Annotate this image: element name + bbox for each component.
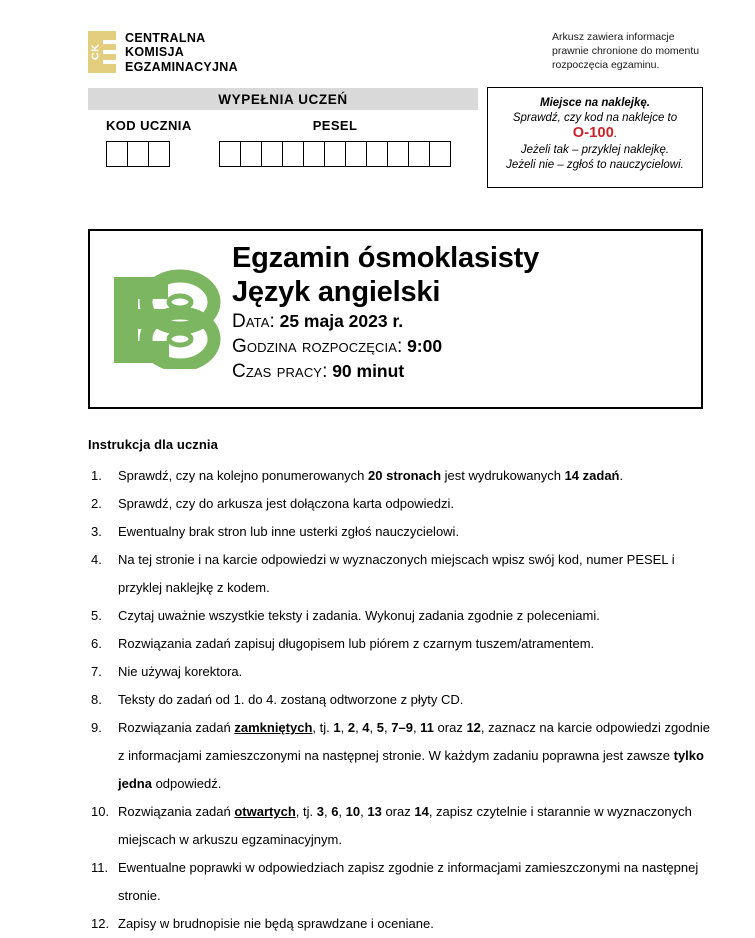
code-box-cell[interactable] — [282, 141, 304, 167]
exam-duration-line — [232, 359, 693, 384]
instruction-text: Rozwiązania zadań zapisuj długopisem lub piórem z czarnym tuszem/atramentem. — [118, 636, 595, 651]
instruction-item — [88, 630, 713, 658]
instruction-text: Teksty do zadań od 1. do 4. zostaną odtworzone z płyty CD. — [118, 692, 464, 707]
instruction-text: Sprawdź, czy na kolejno ponumerowanych 20 stronach jest wydrukowanych 14 zadań. — [118, 468, 624, 483]
cke-mark-letters: CK — [89, 43, 102, 61]
instruction-item — [88, 798, 713, 854]
sticker-code-period: . — [614, 128, 618, 141]
instruction-item — [88, 462, 713, 490]
page-header — [0, 0, 755, 84]
cke-mark-e-bar-bottom — [103, 60, 116, 64]
sticker-if-yes: Jeżeli tak – przyklej naklejkę. — [520, 143, 670, 156]
instruction-item — [88, 910, 713, 938]
exam-title-block — [88, 229, 703, 409]
code-box-cell[interactable] — [408, 141, 430, 167]
protection-note-line-2: prawnie chronione do momentu — [552, 45, 700, 57]
instruction-text: Rozwiązania zadań zamkniętych, tj. 1, 2, 4, 5, 7–9, 11 oraz 12, zaznacz na karcie odpowiedzi zgodnie z informacjami zamieszczonymi na następnej stronie. W każdym zadaniu poprawna jest zawsze tylko jedna odpowiedź. — [118, 720, 710, 791]
code-box-cell[interactable] — [303, 141, 325, 167]
instruction-text: Ewentualne poprawki w odpowiedziach zapisz zgodnie z informacjami zamieszczonymi na następnej stronie. — [118, 860, 699, 903]
instruction-item — [88, 658, 713, 686]
instruction-item — [88, 490, 713, 518]
instruction-item — [88, 518, 713, 546]
instruction-number: 1. — [91, 468, 102, 483]
instruction-number: 10. — [91, 804, 110, 819]
e8-logo-icon — [112, 269, 222, 369]
instruction-number: 3. — [91, 524, 102, 539]
cke-mark-e-bar-top — [103, 40, 116, 44]
exam-start-time-value: 9:00 — [407, 336, 443, 356]
instruction-text: Zapisy w brudnopisie nie będą sprawdzane i oceniane. — [118, 916, 434, 931]
code-box-cell[interactable] — [127, 141, 149, 167]
instruction-number: 2. — [91, 496, 102, 511]
instruction-item — [88, 714, 713, 798]
protection-note-line-1: Arkusz zawiera informacje — [552, 31, 675, 43]
instruction-number: 5. — [91, 608, 102, 623]
code-box-cell[interactable] — [219, 141, 241, 167]
sticker-check-instruction: Sprawdź, czy kod na naklejce to — [512, 112, 678, 125]
exam-start-time-line — [232, 334, 693, 359]
cke-mark-icon — [88, 31, 116, 73]
instruction-number: 11. — [91, 860, 109, 875]
code-box-cell[interactable] — [387, 141, 409, 167]
code-box-cell[interactable] — [345, 141, 367, 167]
exam-date-line — [232, 309, 693, 334]
instruction-item — [88, 686, 713, 714]
exam-start-time-label: Godzina rozpoczęcia: — [232, 336, 403, 357]
code-box-cell[interactable] — [366, 141, 388, 167]
instruction-text: Nie używaj korektora. — [118, 664, 243, 679]
student-fill-bar-label: WYPEŁNIA UCZEŃ — [218, 91, 348, 107]
code-box-cell[interactable] — [429, 141, 451, 167]
cke-mark-e-bar-middle — [103, 50, 116, 54]
instruction-number: 4. — [91, 552, 102, 567]
exam-duration-value: 90 minut — [332, 361, 405, 381]
code-box-cell[interactable] — [240, 141, 262, 167]
protection-note-line-3: rozpoczęcia egzaminu. — [552, 59, 660, 71]
cke-logo — [88, 31, 238, 74]
student-fill-bar — [88, 88, 478, 110]
student-code-area — [88, 118, 478, 192]
instruction-text: Rozwiązania zadań otwartych, tj. 3, 6, 10, 13 oraz 14, zapisz czytelnie i starannie w wyznaczonych miejscach w arkuszu egzaminacyjnym. — [118, 804, 692, 847]
instructions-heading: Instrukcja dla ucznia — [88, 437, 218, 452]
instruction-number: 6. — [91, 636, 102, 651]
sticker-if-no: Jeżeli nie – zgłoś to nauczycielowi. — [506, 158, 684, 171]
org-line-1: CENTRALNA — [125, 31, 206, 45]
exam-title-texts — [232, 241, 693, 384]
protection-note — [552, 30, 752, 72]
pesel-group — [219, 118, 451, 167]
instruction-text: Sprawdź, czy do arkusza jest dołączona karta odpowiedzi. — [118, 496, 455, 511]
instruction-number: 8. — [91, 692, 102, 707]
pesel-label: PESEL — [312, 118, 358, 133]
sticker-placement-box — [487, 87, 703, 188]
instruction-number: 12. — [91, 916, 110, 931]
org-line-3: EGZAMINACYJNA — [125, 59, 238, 74]
sticker-code-value: O-100 — [572, 125, 615, 142]
instruction-text: Czytaj uważnie wszystkie teksty i zadania. Wykonuj zadania zgodnie z poleceniami. — [118, 608, 600, 623]
code-box-cell[interactable] — [106, 141, 128, 167]
cke-organization-name — [125, 31, 238, 74]
exam-subject: Język angielski — [232, 276, 441, 308]
exam-name: Egzamin ósmoklasisty — [232, 242, 540, 274]
code-box-cell[interactable] — [148, 141, 170, 167]
kod-ucznia-group — [106, 118, 192, 167]
instruction-item — [88, 602, 713, 630]
instructions-list — [88, 462, 713, 938]
kod-ucznia-boxes[interactable] — [106, 141, 192, 167]
instruction-text: Ewentualny brak stron lub inne usterki zgłoś nauczycielowi. — [118, 524, 460, 539]
code-box-cell[interactable] — [324, 141, 346, 167]
sticker-title: Miejsce na naklejkę. — [540, 97, 650, 109]
instruction-item — [88, 854, 713, 910]
kod-ucznia-label: KOD UCZNIA — [106, 118, 192, 133]
org-line-2: KOMISJA — [125, 45, 185, 60]
sticker-code-line — [488, 126, 702, 142]
instruction-item — [88, 546, 713, 602]
instruction-text: Na tej stronie i na karcie odpowiedzi w wyznaczonych miejscach wpisz swój kod, numer PESEL i przyklej naklejkę z kodem. — [118, 552, 675, 595]
instruction-number: 9. — [91, 720, 102, 735]
instruction-number: 7. — [91, 664, 102, 679]
pesel-boxes[interactable] — [219, 141, 451, 167]
code-box-cell[interactable] — [261, 141, 283, 167]
exam-date-label: Data: — [232, 311, 275, 332]
exam-date-value: 25 maja 2023 r. — [279, 311, 404, 331]
exam-duration-label: Czas pracy: — [232, 361, 328, 382]
